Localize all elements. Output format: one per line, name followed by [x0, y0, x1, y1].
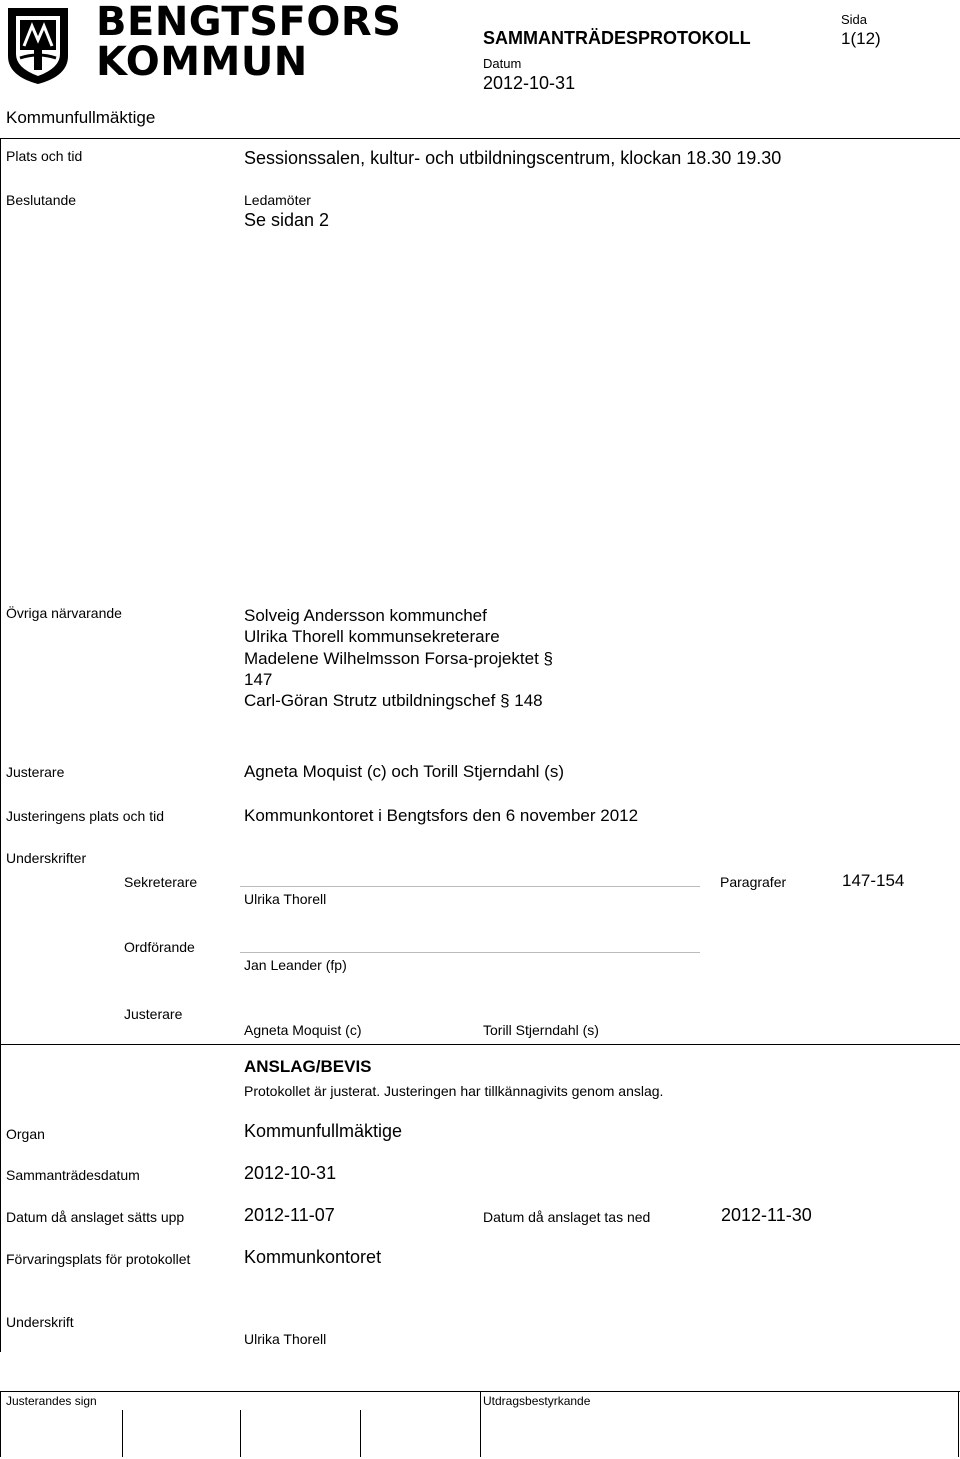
- others-line: Madelene Wilhelmsson Forsa-projektet §: [244, 649, 553, 668]
- paragraphs-value: 147-154: [842, 871, 905, 890]
- organ-heading: Kommunfullmäktige: [6, 108, 156, 127]
- secretary-signature-line: [240, 886, 700, 887]
- place-value: Sessionssalen, kultur- och utbildningscentrum, klockan 18.30 19.30: [244, 148, 782, 168]
- adjust-place-label: Justeringens plats och tid: [6, 808, 164, 824]
- chair-signature-line: [240, 952, 700, 953]
- members-label: Ledamöter: [244, 192, 311, 208]
- adjuster-2-name: Torill Stjerndahl (s): [483, 1022, 599, 1038]
- notice-text: Protokollet är justerat. Justeringen har tillkännagivits genom anslag.: [244, 1083, 664, 1099]
- paragraphs-label: Paragrafer: [720, 874, 787, 890]
- storage-label: Förvaringsplats för protokollet: [6, 1251, 191, 1267]
- signatures-label: Underskrifter: [6, 850, 87, 866]
- notice-organ-label: Organ: [6, 1126, 45, 1142]
- others-line: Solveig Andersson kommunchef: [244, 606, 487, 625]
- top-rule: [0, 138, 960, 139]
- footer-left-border: [0, 1391, 1, 1457]
- adjusters-label: Justerare: [6, 764, 65, 780]
- adjust-place-value: Kommunkontoret i Bengtsfors den 6 november 2012: [244, 806, 639, 825]
- left-border: [0, 138, 1, 1352]
- notice-title: ANSLAG/BEVIS: [244, 1057, 372, 1076]
- signature-name: Ulrika Thorell: [244, 1331, 327, 1347]
- others-label: Övriga närvarande: [6, 605, 122, 621]
- footer-right-border: [958, 1391, 959, 1457]
- adjuster-1-name: Agneta Moquist (c): [244, 1022, 362, 1038]
- municipal-coat-of-arms: [6, 6, 70, 86]
- logo-line-2: KOMMUN: [96, 39, 308, 85]
- footer-divider: [122, 1410, 123, 1457]
- document-title: SAMMANTRÄDESPROTOKOLL: [483, 28, 751, 48]
- removed-date-value: 2012-11-30: [721, 1205, 812, 1225]
- posted-date-value: 2012-11-07: [244, 1205, 335, 1225]
- secretary-label: Sekreterare: [124, 874, 198, 890]
- footer-divider: [240, 1410, 241, 1457]
- date-label: Datum: [483, 56, 522, 71]
- footer-divider: [480, 1391, 481, 1457]
- notice-organ-value: Kommunfullmäktige: [244, 1121, 403, 1141]
- members-value: Se sidan 2: [244, 210, 330, 230]
- chair-name: Jan Leander (fp): [244, 957, 347, 973]
- meeting-date-value: 2012-10-31: [244, 1163, 337, 1183]
- others-line: 147: [244, 670, 273, 689]
- signature-adjusters-label: Justerare: [124, 1006, 183, 1022]
- page-number: 1(12): [841, 29, 881, 48]
- page-label: Sida: [841, 12, 868, 27]
- others-line: Ulrika Thorell kommunsekreterare: [244, 627, 500, 646]
- footer-divider: [360, 1410, 361, 1457]
- place-label: Plats och tid: [6, 148, 83, 164]
- logo-line-1: BENGTSFORS: [96, 0, 402, 45]
- adjusters-sign-label: Justerandes sign: [6, 1394, 97, 1408]
- adjusters-value: Agneta Moquist (c) och Torill Stjerndahl (s): [244, 762, 564, 781]
- removed-date-label: Datum då anslaget tas ned: [483, 1209, 651, 1225]
- secretary-name: Ulrika Thorell: [244, 891, 327, 907]
- deciding-label: Beslutande: [6, 192, 77, 208]
- others-line: Carl-Göran Strutz utbildningschef § 148: [244, 691, 543, 710]
- storage-value: Kommunkontoret: [244, 1247, 382, 1267]
- meeting-date-label: Sammanträdesdatum: [6, 1167, 140, 1183]
- certified-label: Utdragsbestyrkande: [483, 1394, 591, 1408]
- notice-rule: [0, 1044, 960, 1045]
- date-value: 2012-10-31: [483, 73, 576, 93]
- signature-label: Underskrift: [6, 1314, 74, 1330]
- posted-date-label: Datum då anslaget sätts upp: [6, 1209, 185, 1225]
- chair-label: Ordförande: [124, 939, 195, 955]
